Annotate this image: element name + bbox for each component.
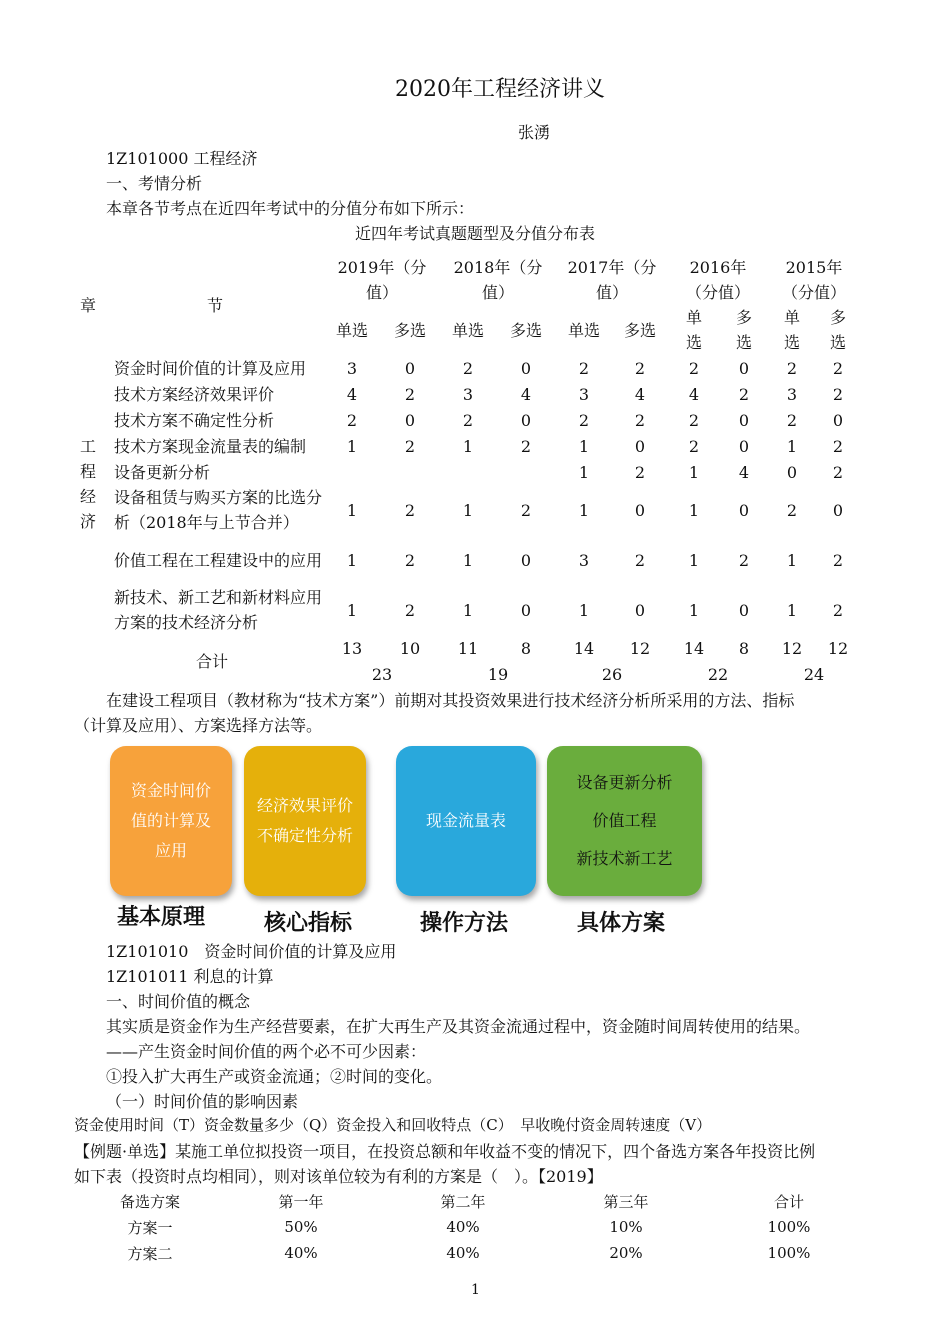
tile-text: 值的计算及 [130, 811, 211, 830]
score-cell: 1 [688, 500, 700, 520]
total-cell: 11 [457, 638, 479, 658]
year-header: 2015年（分值） [782, 258, 847, 302]
score-cell: 2 [634, 550, 646, 570]
section-name: 技术方案经济效果评价 [114, 384, 275, 404]
plan-cell: 第一年 [278, 1192, 324, 1211]
section-name: 技术方案不确定性分析 [114, 410, 275, 430]
score-cell: 1 [578, 462, 590, 482]
empty-cell [70, 535, 106, 585]
section-code: 1Z101000 工程经济 [106, 149, 258, 168]
plan-table [80, 1188, 870, 1266]
section-name: 设备租赁与购买方案的比选分析（2018年与上节合并） [114, 488, 323, 532]
score-cell: 0 [634, 436, 646, 456]
score-cell: 2 [520, 436, 532, 456]
table-caption: 近四年考试真题题型及分值分布表 [355, 224, 596, 243]
body-text: ①投入扩大再生产或资金流通；②时间的变化。 [106, 1067, 443, 1086]
score-cell: 2 [832, 436, 844, 456]
plan-row [80, 1214, 870, 1240]
score-cell: 3 [346, 358, 358, 378]
score-cell: 2 [346, 410, 358, 430]
chapter-name: 工程经济 [79, 437, 96, 531]
table-row [70, 485, 860, 535]
sum-cell: 23 [371, 664, 393, 684]
sum-cell: 22 [707, 664, 729, 684]
tile-operation-method [396, 746, 536, 896]
paragraph-line [74, 713, 322, 736]
tile-text: 资金时间价 [130, 781, 211, 800]
score-cell: 3 [462, 384, 474, 404]
section-name: 设备更新分析 [114, 462, 211, 482]
total-cell: 14 [573, 638, 595, 658]
section-name: 资金时间价值的计算及应用 [114, 358, 307, 378]
table-row [70, 381, 860, 407]
plan-cell: 合计 [773, 1192, 804, 1211]
page-title: 2020年工程经济讲义 [395, 77, 605, 102]
total-cell: 8 [520, 638, 532, 658]
score-cell: 1 [462, 600, 474, 620]
score-cell: 0 [832, 410, 844, 430]
score-cell: 2 [786, 500, 798, 520]
score-cell: 3 [786, 384, 798, 404]
empty-cell [70, 381, 106, 407]
score-cell: 4 [634, 384, 646, 404]
plan-header-row [80, 1188, 870, 1214]
total-cell: 8 [738, 638, 750, 658]
empty-cell [70, 355, 106, 381]
score-cell: 1 [462, 550, 474, 570]
score-cell: 1 [462, 500, 474, 520]
table-row [70, 355, 860, 381]
score-cell: 2 [578, 410, 590, 430]
body-text: ——产生资金时间价值的两个必不可少因素： [106, 1042, 427, 1061]
plan-cell: 方案二 [127, 1244, 173, 1263]
empty-cell [70, 585, 106, 635]
plan-cell: 40% [284, 1244, 318, 1262]
tile-text: 现金流量表 [425, 811, 506, 830]
score-cell [440, 459, 496, 485]
section-name: 技术方案现金流量表的编制 [114, 436, 307, 456]
score-cell: 2 [462, 410, 474, 430]
total-cell: 12 [827, 638, 849, 658]
tile-text: 不确定性分析 [256, 826, 353, 845]
tile-text: 设备更新分析 [576, 773, 673, 792]
total-label: 合计 [195, 651, 228, 671]
score-cell: 0 [634, 500, 646, 520]
score-cell: 2 [634, 358, 646, 378]
score-cell: 2 [634, 410, 646, 430]
score-cell: 2 [578, 358, 590, 378]
intro-text: 本章各节考点在近四年考试中的分值分布如下所示： [106, 199, 475, 218]
total-cell: 12 [629, 638, 651, 658]
score-cell: 0 [738, 410, 750, 430]
plan-cell: 10% [609, 1218, 643, 1236]
table-row [70, 407, 860, 433]
score-cell: 0 [786, 462, 798, 482]
score-cell: 1 [786, 550, 798, 570]
score-cell: 2 [688, 436, 700, 456]
score-cell: 1 [688, 600, 700, 620]
sum-cell: 26 [601, 664, 623, 684]
tile-text: 价值工程 [592, 811, 657, 830]
header-section: 节 [206, 295, 223, 315]
score-cell: 2 [404, 600, 416, 620]
plan-cell: 100% [767, 1244, 811, 1262]
score-cell: 4 [738, 462, 750, 482]
tile-caption: 操作方法 [420, 911, 509, 936]
author: 张湧 [518, 123, 551, 142]
score-cell: 1 [578, 500, 590, 520]
score-cell: 2 [832, 462, 844, 482]
section-code: 1Z101010 资金时间价值的计算及应用 [106, 942, 397, 961]
empty-cell [70, 407, 106, 433]
year-header: 2019年（分值） [337, 258, 427, 302]
score-cell: 3 [578, 384, 590, 404]
table-row [70, 535, 860, 585]
total-cell: 12 [781, 638, 803, 658]
multi-header: 多选 [623, 320, 656, 340]
score-cell [324, 459, 380, 485]
total-cell: 14 [683, 638, 705, 658]
table-row [70, 433, 860, 459]
score-cell: 2 [404, 500, 416, 520]
score-cell: 0 [634, 600, 646, 620]
score-cell: 0 [738, 358, 750, 378]
multi-header: 多选 [509, 320, 542, 340]
single-header: 单选 [451, 320, 484, 340]
total-cell: 13 [341, 638, 363, 658]
score-cell: 2 [404, 550, 416, 570]
subsection-heading: （一）时间价值的影响因素 [106, 1092, 299, 1111]
score-cell: 2 [520, 500, 532, 520]
score-cell: 1 [786, 436, 798, 456]
table-row [70, 585, 860, 635]
score-cell: 4 [520, 384, 532, 404]
score-cell: 1 [578, 600, 590, 620]
score-cell: 1 [688, 550, 700, 570]
single-header: 单选 [335, 320, 368, 340]
score-cell: 2 [786, 410, 798, 430]
plan-row [80, 1240, 870, 1266]
score-cell: 2 [462, 358, 474, 378]
multi-header: 多选 [735, 308, 752, 352]
body-text: 资金使用时间（T）资金数量多少（Q）资金投入和回收特点（C） 早收晚付资金周转速度（V） [74, 1116, 712, 1134]
score-cell: 2 [738, 550, 750, 570]
single-header: 单选 [685, 308, 702, 352]
score-cell: 1 [462, 436, 474, 456]
score-cell: 4 [688, 384, 700, 404]
tile-core-indicators [244, 746, 366, 896]
plan-cell: 方案一 [127, 1218, 173, 1237]
year-header: 2016年（分值） [685, 258, 750, 302]
header-chapter: 章 [79, 295, 96, 315]
score-cell: 1 [786, 600, 798, 620]
score-cell: 2 [688, 410, 700, 430]
score-cell: 2 [832, 600, 844, 620]
score-cell: 0 [404, 358, 416, 378]
score-cell: 1 [346, 550, 358, 570]
paragraph-line [106, 688, 794, 711]
tile-basic-principle [110, 746, 232, 896]
section-name: 价值工程在工程建设中的应用 [114, 550, 323, 570]
section-heading: 一、时间价值的概念 [106, 992, 251, 1011]
section-heading: 一、考情分析 [106, 174, 203, 193]
plan-cell: 20% [609, 1244, 643, 1262]
year-header: 2018年（分值） [453, 258, 543, 302]
score-cell: 0 [404, 410, 416, 430]
score-cell: 2 [832, 358, 844, 378]
sum-cell: 24 [803, 664, 825, 684]
single-header: 单选 [567, 320, 600, 340]
tile-text: 应用 [154, 841, 187, 860]
score-cell: 2 [688, 358, 700, 378]
score-cell: 2 [404, 384, 416, 404]
score-cell: 0 [832, 500, 844, 520]
score-cell: 4 [346, 384, 358, 404]
score-cell: 2 [404, 436, 416, 456]
single-header: 单选 [783, 308, 800, 352]
score-cell: 3 [578, 550, 590, 570]
score-cell: 2 [786, 358, 798, 378]
sum-cell: 19 [487, 664, 509, 684]
tile-caption: 核心指标 [264, 911, 353, 936]
score-cell: 2 [832, 384, 844, 404]
example-question: 【例题·单选】某施工单位拟投资一项目，在投资总额和年收益不变的情况下，四个备选方案各年投资比例 [74, 1142, 816, 1161]
multi-header: 多选 [393, 320, 426, 340]
multi-header: 多选 [829, 308, 846, 352]
tile-specific-plan [547, 746, 702, 896]
page-number: 1 [471, 1282, 480, 1298]
para-text: 在建设工程项目（教材称为“技术方案”）前期对其投资效果进行技术经济分析所采用的方法、指标 [106, 691, 795, 710]
total-cell: 10 [399, 638, 421, 658]
score-cell: 2 [832, 550, 844, 570]
plan-cell: 50% [284, 1218, 318, 1236]
score-cell: 0 [520, 600, 532, 620]
body-text: 其实质是资金作为生产经营要素，在扩大再生产及其资金流通过程中，资金随时间周转使用的结果。 [106, 1017, 811, 1036]
score-cell: 1 [578, 436, 590, 456]
plan-cell: 第二年 [440, 1192, 486, 1211]
score-cell: 0 [520, 410, 532, 430]
plan-cell: 第三年 [603, 1192, 649, 1211]
tile-caption: 具体方案 [577, 911, 666, 936]
score-cell: 0 [738, 500, 750, 520]
score-cell: 1 [346, 600, 358, 620]
section-name: 新技术、新工艺和新材料应用方案的技术经济分析 [114, 588, 323, 632]
para-text: （计算及应用）、方案选择方法等。 [74, 716, 323, 735]
score-cell: 1 [346, 500, 358, 520]
score-distribution-table [70, 255, 860, 687]
tile-caption: 基本原理 [117, 905, 206, 930]
score-cell [380, 459, 440, 485]
score-cell: 0 [738, 436, 750, 456]
section-code: 1Z101011 利息的计算 [106, 967, 274, 986]
score-cell: 0 [520, 550, 532, 570]
total-row [70, 635, 860, 661]
example-question: 如下表（投资时点均相同），则对该单位较为有利的方案是（ ）。【2019】 [74, 1167, 603, 1186]
score-cell: 2 [738, 384, 750, 404]
score-cell: 1 [688, 462, 700, 482]
plan-cell: 40% [446, 1218, 480, 1236]
score-cell [496, 459, 556, 485]
tile-text: 新技术新工艺 [576, 849, 673, 868]
table-row [70, 459, 860, 485]
plan-cell: 100% [767, 1218, 811, 1236]
tile-text: 经济效果评价 [256, 796, 353, 815]
score-cell: 2 [634, 462, 646, 482]
score-cell: 0 [738, 600, 750, 620]
year-header: 2017年（分值） [567, 258, 657, 302]
plan-cell: 40% [446, 1244, 480, 1262]
score-cell: 1 [346, 436, 358, 456]
score-cell: 0 [520, 358, 532, 378]
plan-cell: 备选方案 [119, 1192, 180, 1211]
